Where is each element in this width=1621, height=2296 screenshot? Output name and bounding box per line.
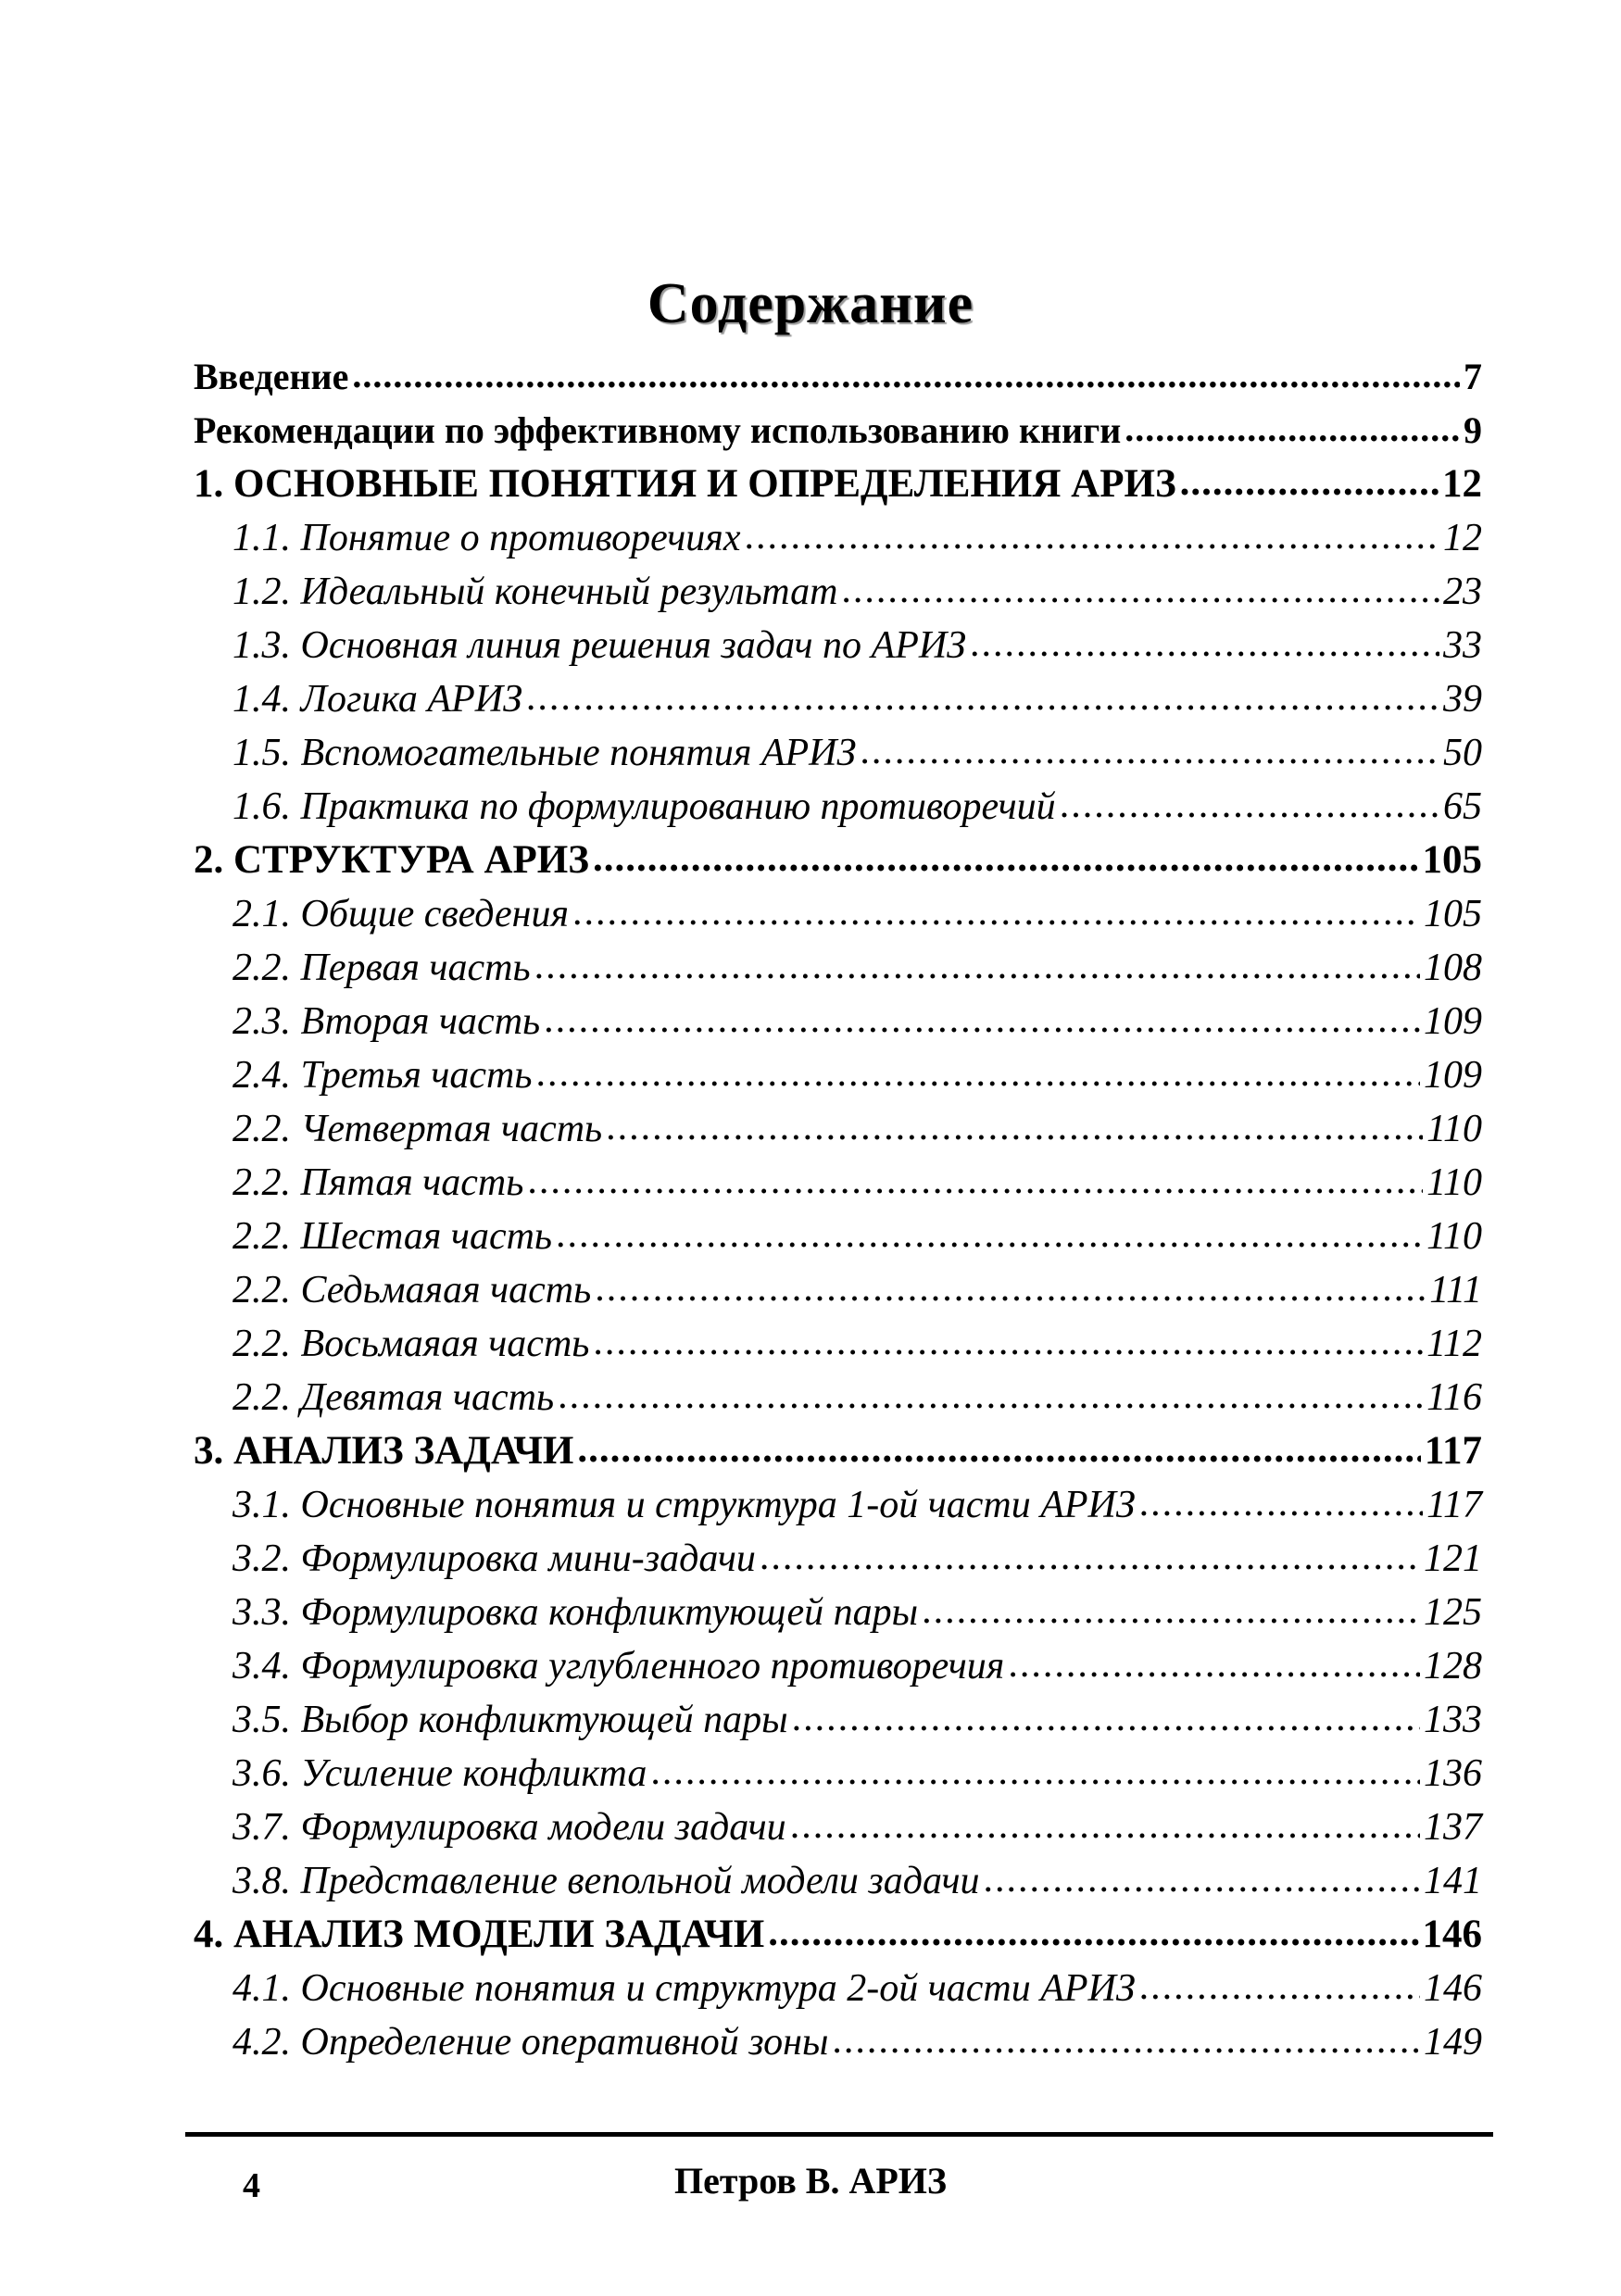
toc-entry-subsection bbox=[194, 1586, 1482, 1639]
toc-entry-page: 7 bbox=[1464, 356, 1482, 397]
page-title: Содержание bbox=[647, 272, 974, 335]
toc-entry-page: 12 bbox=[1442, 462, 1482, 506]
toc-dot-leader bbox=[572, 885, 1420, 939]
toc-dot-leader bbox=[1139, 1476, 1423, 1530]
toc-dot-leader bbox=[1125, 402, 1460, 456]
toc-entry-title: 1.4. Логика АРИЗ bbox=[232, 678, 522, 721]
toc-dot-leader bbox=[593, 1315, 1423, 1369]
toc-dot-leader bbox=[984, 1852, 1421, 1906]
toc-entry-chapter bbox=[194, 1908, 1482, 1962]
toc-entry-title: 2.2. Восьмаяая часть bbox=[232, 1323, 590, 1365]
toc-entry-page: 23 bbox=[1443, 571, 1482, 613]
toc-entry-subsection bbox=[194, 1800, 1482, 1854]
toc-dot-leader bbox=[970, 617, 1439, 671]
toc-entry-page: 128 bbox=[1424, 1645, 1482, 1687]
toc-entry-title: 2.2. Пятая часть bbox=[232, 1161, 524, 1204]
toc-entry-title: 2.2. Первая часть bbox=[232, 947, 531, 989]
toc-dot-leader bbox=[558, 1369, 1423, 1423]
footer-page-number: 4 bbox=[243, 2166, 260, 2205]
toc-entry-title: 2.3. Вторая часть bbox=[232, 1000, 541, 1043]
footer-divider bbox=[185, 2132, 1493, 2137]
toc-entry-page: 110 bbox=[1426, 1108, 1482, 1150]
toc-entry-title: 1.2. Идеальный конечный результат bbox=[232, 571, 838, 613]
toc-entry-title: 1.1. Понятие о противоречиях bbox=[232, 517, 741, 559]
toc-entry-page: 65 bbox=[1443, 785, 1482, 828]
toc-entry-subsection bbox=[194, 1210, 1482, 1263]
toc-entry-subsection bbox=[194, 1693, 1482, 1747]
toc-dot-leader bbox=[790, 1799, 1420, 1852]
toc-dot-leader bbox=[593, 832, 1419, 885]
toc-entry-page: 141 bbox=[1424, 1860, 1482, 1902]
toc-entry-title: Рекомендации по эффективному использованию книги bbox=[194, 409, 1122, 451]
toc-entry-page: 39 bbox=[1443, 678, 1482, 721]
toc-entry-page: 146 bbox=[1424, 1967, 1482, 2010]
toc-entry-page: 136 bbox=[1424, 1752, 1482, 1795]
toc-entry-subsection bbox=[194, 1532, 1482, 1586]
toc-dot-leader bbox=[760, 1530, 1420, 1584]
toc-entry-subsection bbox=[194, 2015, 1482, 2069]
toc-entry-title: 1.3. Основная линия решения задач по АРИЗ bbox=[232, 624, 966, 667]
toc-entry-subsection bbox=[194, 672, 1482, 726]
toc-entry-subsection bbox=[194, 1962, 1482, 2015]
toc-entry-page: 149 bbox=[1424, 2021, 1482, 2064]
toc-entry-page: 125 bbox=[1424, 1591, 1482, 1634]
toc-entry-title: 1. ОСНОВНЫЕ ПОНЯТИЯ И ОПРЕДЕЛЕНИЯ АРИЗ bbox=[194, 462, 1176, 506]
toc-entry-title: 4.1. Основные понятия и структура 2-ой части АРИЗ bbox=[232, 1967, 1136, 2010]
toc-entry-subsection bbox=[194, 1639, 1482, 1693]
toc-dot-leader bbox=[922, 1584, 1420, 1637]
toc-entry-page: 109 bbox=[1424, 1000, 1482, 1043]
toc-dot-leader bbox=[595, 1261, 1426, 1315]
toc-entry-title: 3.1. Основные понятия и структура 1-ой части АРИЗ bbox=[232, 1484, 1136, 1526]
toc-entry-page: 33 bbox=[1443, 624, 1482, 667]
toc-dot-leader bbox=[527, 1154, 1423, 1208]
toc-entry-page: 117 bbox=[1424, 1429, 1482, 1473]
toc-dot-leader bbox=[556, 1208, 1423, 1261]
toc-entry-title: 3.8. Представление вепольной модели задачи bbox=[232, 1860, 980, 1902]
toc-entry-page: 117 bbox=[1426, 1484, 1482, 1526]
toc-dot-leader bbox=[536, 1047, 1421, 1100]
toc-dot-leader bbox=[526, 671, 1439, 724]
toc-entry-subsection bbox=[194, 619, 1482, 672]
toc-entry-title: 3.3. Формулировка конфликтующей пары bbox=[232, 1591, 919, 1634]
toc-entry-title: 3. АНАЛИЗ ЗАДАЧИ bbox=[194, 1429, 574, 1473]
toc-entry-page: 109 bbox=[1424, 1054, 1482, 1097]
toc-entry-title: 4.2. Определение оперативной зоны bbox=[232, 2021, 829, 2064]
toc-dot-leader bbox=[650, 1745, 1420, 1799]
toc-entry-chapter bbox=[194, 458, 1482, 511]
toc-entry-title: 2.2. Седьмаяая часть bbox=[232, 1269, 592, 1311]
toc-entry-title: 3.4. Формулировка углубленного противоречия bbox=[232, 1645, 1005, 1687]
toc-entry-section bbox=[194, 350, 1482, 404]
toc-entry-title: 2.2. Девятая часть bbox=[232, 1376, 555, 1419]
toc-entry-subsection bbox=[194, 1371, 1482, 1424]
toc-entry-page: 110 bbox=[1426, 1215, 1482, 1258]
toc-entry-subsection bbox=[194, 1156, 1482, 1210]
toc-entry-title: 4. АНАЛИЗ МОДЕЛИ ЗАДАЧИ bbox=[194, 1913, 765, 1956]
toc-entry-title: 3.6. Усиление конфликта bbox=[232, 1752, 647, 1795]
toc-dot-leader bbox=[544, 993, 1420, 1047]
toc-dot-leader bbox=[534, 939, 1420, 993]
footer-running-title: Петров В. АРИЗ bbox=[673, 2160, 948, 2202]
toc-entry-page: 105 bbox=[1422, 838, 1482, 882]
toc-entry-page: 110 bbox=[1426, 1161, 1482, 1204]
toc-entry-page: 50 bbox=[1443, 732, 1482, 774]
toc-entry-page: 12 bbox=[1443, 517, 1482, 559]
toc-entry-page: 121 bbox=[1424, 1537, 1482, 1580]
toc-entry-subsection bbox=[194, 1854, 1482, 1908]
toc-entry-subsection bbox=[194, 1317, 1482, 1371]
toc-entry-subsection bbox=[194, 1478, 1482, 1532]
toc-entry-title: 2.2. Шестая часть bbox=[232, 1215, 553, 1258]
toc-entry-subsection bbox=[194, 1263, 1482, 1317]
toc-dot-leader bbox=[792, 1691, 1420, 1745]
toc-entry-title: Введение bbox=[194, 356, 349, 397]
toc-entry-subsection bbox=[194, 941, 1482, 995]
toc-entry-page: 116 bbox=[1426, 1376, 1482, 1419]
toc-entry-subsection bbox=[194, 780, 1482, 834]
toc-entry-subsection bbox=[194, 565, 1482, 619]
toc-entry-title: 2.4. Третья часть bbox=[232, 1054, 533, 1097]
toc-entry-subsection bbox=[194, 1102, 1482, 1156]
toc-entry-page: 112 bbox=[1426, 1323, 1482, 1365]
toc-entry-title: 1.5. Вспомогательные понятия АРИЗ bbox=[232, 732, 857, 774]
toc-entry-page: 111 bbox=[1429, 1269, 1482, 1311]
toc-entry-page: 9 bbox=[1464, 409, 1482, 451]
toc-dot-leader bbox=[577, 1423, 1421, 1476]
toc-dot-leader bbox=[768, 1906, 1418, 1960]
toc-entry-title: 2.1. Общие сведения bbox=[232, 893, 570, 935]
toc-entry-title: 1.6. Практика по формулированию противоречий bbox=[232, 785, 1056, 828]
toc-entry-page: 105 bbox=[1424, 893, 1482, 935]
toc-entry-title: 3.5. Выбор конфликтующей пары bbox=[232, 1699, 788, 1741]
toc-entry-chapter bbox=[194, 1424, 1482, 1478]
toc-dot-leader bbox=[1180, 456, 1439, 509]
toc-entry-subsection bbox=[194, 726, 1482, 780]
toc-entry-page: 133 bbox=[1424, 1699, 1482, 1741]
toc-dot-leader bbox=[1060, 778, 1439, 832]
toc-entry-page: 137 bbox=[1424, 1806, 1482, 1849]
toc-dot-leader bbox=[860, 724, 1439, 778]
toc-entry-title: 3.7. Формулировка модели задачи bbox=[232, 1806, 786, 1849]
toc-entry-page: 146 bbox=[1422, 1913, 1482, 1956]
toc-dot-leader bbox=[606, 1100, 1423, 1154]
table-of-contents bbox=[194, 350, 1482, 2069]
toc-entry-title: 3.2. Формулировка мини-задачи bbox=[232, 1537, 756, 1580]
toc-entry-title: 2.2. Четвертая часть bbox=[232, 1108, 603, 1150]
toc-dot-leader bbox=[744, 509, 1439, 563]
toc-entry-page: 108 bbox=[1424, 947, 1482, 989]
toc-entry-subsection bbox=[194, 995, 1482, 1048]
toc-dot-leader bbox=[352, 348, 1460, 402]
toc-entry-subsection bbox=[194, 1747, 1482, 1800]
toc-dot-leader bbox=[832, 2014, 1420, 2067]
toc-entry-title: 2. СТРУКТУРА АРИЗ bbox=[194, 838, 589, 882]
toc-entry-section bbox=[194, 404, 1482, 458]
toc-dot-leader bbox=[841, 563, 1439, 617]
toc-entry-subsection bbox=[194, 1048, 1482, 1102]
toc-dot-leader bbox=[1008, 1637, 1420, 1691]
toc-entry-subsection bbox=[194, 887, 1482, 941]
toc-dot-leader bbox=[1139, 1960, 1420, 2014]
toc-entry-subsection bbox=[194, 511, 1482, 565]
toc-entry-chapter bbox=[194, 834, 1482, 887]
